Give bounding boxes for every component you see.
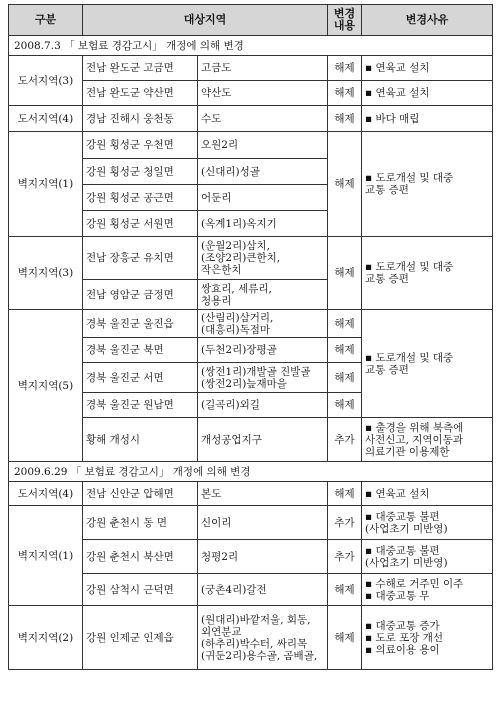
region-cell: 경남 진해시 웅천동	[83, 106, 198, 132]
target-cell: 수도	[198, 106, 328, 132]
target-cell: 청평2리	[198, 540, 328, 574]
table-row	[9, 56, 493, 81]
region-cell: 전남 완도군 고금면	[83, 56, 198, 81]
region-cell: 강원 춘천시 북산면	[83, 540, 198, 574]
reason-cell: ▪ 대중교통 불편 (사업초기 미반영)	[362, 506, 493, 540]
change-cell: 추가	[328, 540, 362, 574]
region-cell: 경북 울진군 북면	[83, 338, 198, 363]
reason-cell: ▪ 도로개설 및 대중 교통 증편	[362, 132, 493, 237]
region-cell: 전남 장흥군 유치면	[83, 237, 198, 280]
change-cell: 해제	[328, 393, 362, 418]
target-cell: (옥계1리)옥지기	[198, 211, 328, 237]
category-cell: 벽지지역(1)	[9, 132, 83, 237]
region-cell: 경북 울진군 울진읍	[83, 310, 198, 338]
section-title-row	[9, 36, 493, 56]
region-cell: 황해 개성시	[83, 418, 198, 462]
reason-cell: ▪ 연육교 설치	[362, 81, 493, 106]
table-row	[9, 482, 493, 506]
header-category: 구분	[9, 5, 83, 36]
region-cell: 강원 횡성군 청일면	[83, 159, 198, 185]
change-cell: 추가	[328, 418, 362, 462]
change-cell: 해제	[328, 81, 362, 106]
reason-cell: ▪ 도로개설 및 대중 교통 증편	[362, 310, 493, 418]
document-page	[8, 4, 493, 670]
region-cell: 강원 삼척시 근덕면	[83, 574, 198, 606]
reason-cell: ▪ 연육교 설치	[362, 482, 493, 506]
reason-cell: ▪ 대중교통 증가 ▪ 도로 포장 개선 ▪ 의료이용 용이	[362, 606, 493, 670]
region-cell: 강원 횡성군 서원면	[83, 211, 198, 237]
target-cell: (쌍전1리)개발골 진발골 (쌍전2리)늪재마을	[198, 363, 328, 393]
change-cell: 해제	[328, 574, 362, 606]
target-cell: (두천2리)장평골	[198, 338, 328, 363]
reason-cell: ▪ 연육교 설치	[362, 56, 493, 81]
change-cell: 해제	[328, 132, 362, 237]
change-cell: 해제	[328, 106, 362, 132]
target-cell: 본도	[198, 482, 328, 506]
reason-cell: ▪ 바다 매립	[362, 106, 493, 132]
region-cell: 강원 횡성군 우천면	[83, 132, 198, 159]
category-cell: 벽지지역(3)	[9, 237, 83, 310]
table-row	[9, 310, 493, 338]
region-cell: 강원 춘천시 동 면	[83, 506, 198, 540]
section-title: 2009.6.29 「 보험료 경감고시」 개정에 의해 변경	[9, 462, 493, 482]
table-row	[9, 237, 493, 280]
target-cell: (길곡리)외길	[198, 393, 328, 418]
region-change-table	[8, 4, 493, 670]
reason-cell: ▪ 도로개설 및 대중 교통 증편	[362, 237, 493, 310]
table-row	[9, 132, 493, 159]
target-cell: (원대리)바깥저울, 회동, 외연분교 (하추리)박수터, 싸리목 (귀둔2리)용수골, 곰배골,	[198, 606, 328, 670]
change-cell: 해제	[328, 482, 362, 506]
table-row	[9, 506, 493, 540]
target-cell: 신이리	[198, 506, 328, 540]
reason-cell: ▪ 출경을 위해 북측에 사전신고, 지역이동과 의료기관 이용제한	[362, 418, 493, 462]
target-cell: 개성공업지구	[198, 418, 328, 462]
header-change-reason: 변경사유	[362, 5, 493, 36]
change-cell: 해제	[328, 363, 362, 393]
target-cell: (운월2리)삼치, (조양2리)큰한치, 작은한치	[198, 237, 328, 280]
table-row	[9, 606, 493, 670]
reason-cell: ▪ 수해로 거주민 이주 ▪ 대중교통 무	[362, 574, 493, 606]
section-title-row	[9, 462, 493, 482]
target-cell: 고금도	[198, 56, 328, 81]
change-cell: 해제	[328, 310, 362, 338]
region-cell: 강원 횡성군 공근면	[83, 185, 198, 211]
header-change-type: 변경 내용	[328, 5, 362, 36]
target-cell: (궁촌4리)갈전	[198, 574, 328, 606]
section-title: 2008.7.3 「 보험료 경감고시」 개정에 의해 변경	[9, 36, 493, 56]
table-header-row	[9, 5, 493, 36]
category-cell: 벽지지역(5)	[9, 310, 83, 462]
change-cell: 해제	[328, 237, 362, 310]
region-cell: 강원 인제군 인제읍	[83, 606, 198, 670]
target-cell: (신대리)성골	[198, 159, 328, 185]
header-target-area: 대상지역	[83, 5, 328, 36]
target-cell: (산림리)삼거리, (대흥리)독점마	[198, 310, 328, 338]
target-cell: 어둔리	[198, 185, 328, 211]
change-cell: 해제	[328, 606, 362, 670]
target-cell: 쌍효리, 세류리, 청용리	[198, 280, 328, 310]
target-cell: 약산도	[198, 81, 328, 106]
region-cell: 경북 울진군 원남면	[83, 393, 198, 418]
region-cell: 전남 영암군 금정면	[83, 280, 198, 310]
category-cell: 벽지지역(1)	[9, 506, 83, 606]
reason-cell: ▪ 대중교통 불편 (사업초기 미반영)	[362, 540, 493, 574]
region-cell: 경북 울진군 서면	[83, 363, 198, 393]
change-cell: 해제	[328, 338, 362, 363]
target-cell: 오원2리	[198, 132, 328, 159]
category-cell: 도서지역(4)	[9, 482, 83, 506]
category-cell: 도서지역(4)	[9, 106, 83, 132]
category-cell: 벽지지역(2)	[9, 606, 83, 670]
region-cell: 전남 신안군 압해면	[83, 482, 198, 506]
change-cell: 해제	[328, 56, 362, 81]
region-cell: 전남 완도군 약산면	[83, 81, 198, 106]
change-cell: 추가	[328, 506, 362, 540]
category-cell: 도서지역(3)	[9, 56, 83, 106]
table-row	[9, 106, 493, 132]
